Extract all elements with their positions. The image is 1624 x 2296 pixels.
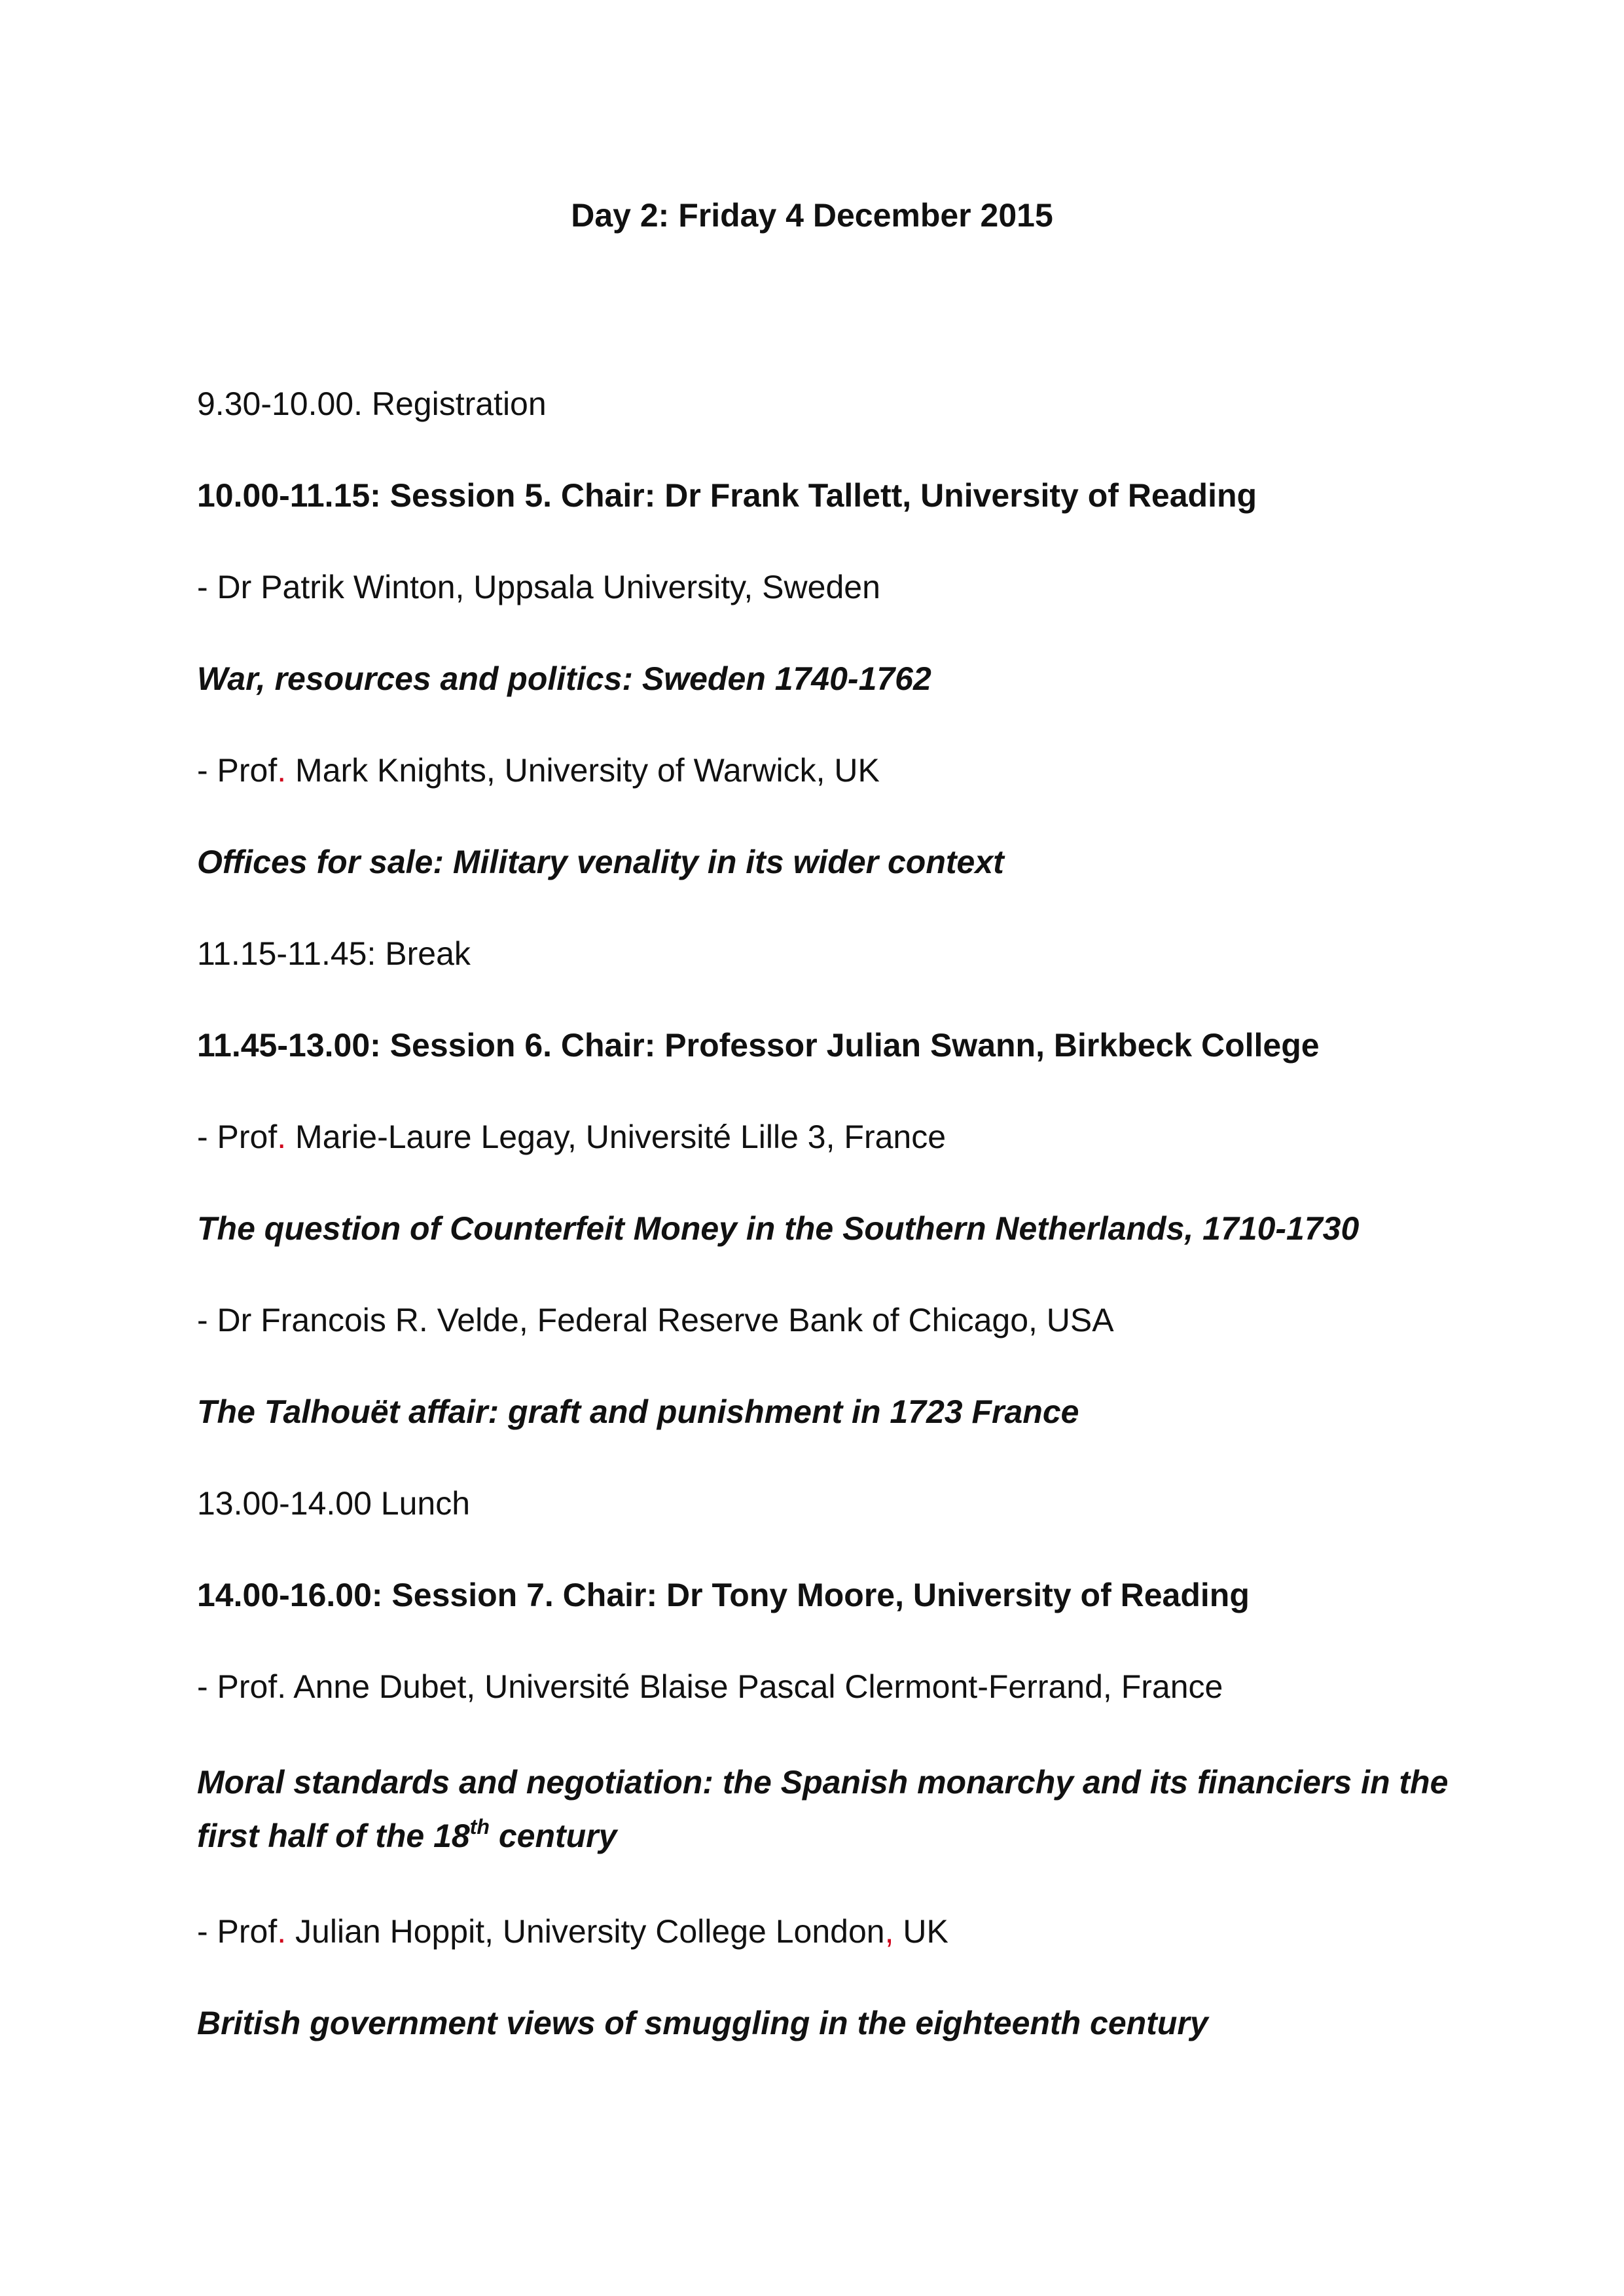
schedule-content <box>197 381 1460 2092</box>
talk-title-dubet <box>197 1755 1460 1863</box>
session-5-heading: 10.00-11.15: Session 5. Chair: Dr Frank Tallett, University of Reading <box>197 477 1257 514</box>
speaker-winton: - Dr Patrik Winton, Uppsala University, Sweden <box>197 569 880 605</box>
red-period: . <box>277 752 287 789</box>
ordinal-superscript: th <box>469 1815 490 1839</box>
talk-title-knights: Offices for sale: Military venality in its wider context <box>197 844 1004 880</box>
talk-title-legay: The question of Counterfeit Money in the Southern Netherlands, 1710-1730 <box>197 1210 1360 1247</box>
speaker-dubet: - Prof. Anne Dubet, Université Blaise Pascal Clermont-Ferrand, France <box>197 1668 1223 1705</box>
break-line: 11.15-11.45: Break <box>197 935 471 972</box>
speaker-name: Julian Hoppit, University College London <box>286 1913 885 1950</box>
speaker-hoppit <box>197 1909 1460 1954</box>
speaker-name: Mark Knights, University of Warwick, UK <box>286 752 880 789</box>
speaker-name: Marie-Laure Legay, Université Lille 3, France <box>286 1119 947 1155</box>
talk-title-main: Moral standards and negotiation: the Spanish monarchy and its financiers in the first half of the 18 <box>197 1764 1449 1854</box>
speaker-country: UK <box>893 1913 948 1950</box>
speaker-prefix: - Prof <box>197 1119 278 1155</box>
speaker-prefix: - Prof <box>197 1913 278 1950</box>
speaker-prefix: - Prof <box>197 752 278 789</box>
talk-title-velde: The Talhouët affair: graft and punishment in 1723 France <box>197 1393 1079 1430</box>
red-period: . <box>277 1913 287 1950</box>
speaker-knights <box>197 747 1460 793</box>
speaker-velde: - Dr Francois R. Velde, Federal Reserve Bank of Chicago, USA <box>197 1302 1114 1338</box>
talk-title-tail: century <box>489 1818 617 1854</box>
lunch-line: 13.00-14.00 Lunch <box>197 1485 471 1522</box>
red-comma: , <box>884 1913 894 1950</box>
page-title: Day 2: Friday 4 December 2015 <box>571 197 1053 234</box>
session-6-heading: 11.45-13.00: Session 6. Chair: Professor Julian Swann, Birkbeck College <box>197 1027 1320 1064</box>
speaker-legay <box>197 1114 1460 1160</box>
talk-title-winton: War, resources and politics: Sweden 1740-1762 <box>197 660 931 697</box>
session-7-heading: 14.00-16.00: Session 7. Chair: Dr Tony Moore, University of Reading <box>197 1577 1250 1613</box>
red-period: . <box>277 1119 287 1155</box>
registration-line: 9.30-10.00. Registration <box>197 386 547 422</box>
talk-title-hoppit: British government views of smuggling in the eighteenth century <box>197 2005 1208 2041</box>
